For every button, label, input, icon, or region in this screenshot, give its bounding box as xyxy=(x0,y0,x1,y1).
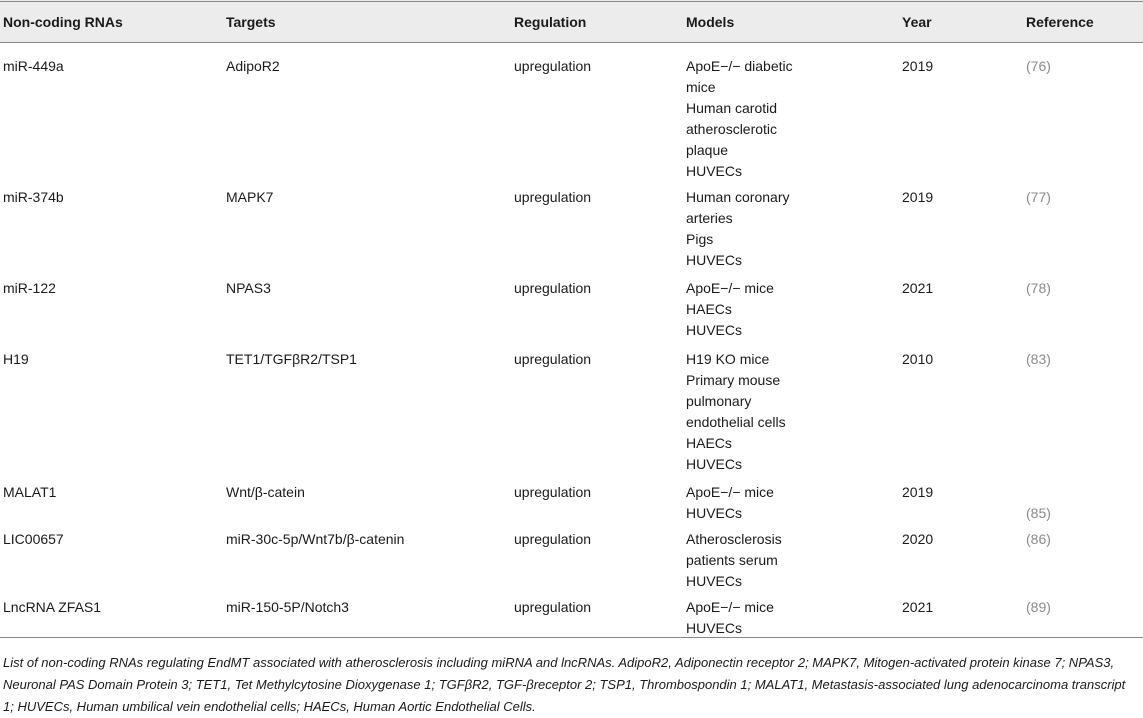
cell-targets: MAPK7 xyxy=(226,189,274,205)
model-line: ApoE−/− mice xyxy=(686,484,774,500)
cell-rna: LIC00657 xyxy=(3,531,64,547)
model-line: HUVECs xyxy=(686,252,743,268)
cell-rna: miR-449a xyxy=(3,58,64,74)
model-line: HUVECs xyxy=(686,620,743,636)
cell-rna: H19 xyxy=(3,351,29,367)
cell-regulation: upregulation xyxy=(514,599,592,615)
cell-rna: miR-374b xyxy=(3,189,64,205)
cell-targets: miR-150-5P/Notch3 xyxy=(226,599,349,615)
model-line: mice xyxy=(686,79,716,95)
cell-targets: NPAS3 xyxy=(226,280,271,296)
model-line: Primary mouse xyxy=(686,372,781,388)
table-header xyxy=(0,0,1143,42)
model-line: atherosclerotic xyxy=(686,121,778,137)
model-line: plaque xyxy=(686,142,729,158)
cell-reference: (78) xyxy=(1026,280,1051,296)
cell-rna: LncRNA ZFAS1 xyxy=(3,599,102,615)
top-rule xyxy=(0,1,1143,2)
cell-models xyxy=(686,349,786,475)
header-models: Models xyxy=(686,14,735,30)
model-line: Pigs xyxy=(686,231,714,247)
model-line: Human coronary xyxy=(686,189,790,205)
cell-regulation: upregulation xyxy=(514,531,592,547)
cell-year: 2019 xyxy=(902,484,934,500)
model-line: patients serum xyxy=(686,552,778,568)
bottom-rule xyxy=(0,637,1143,638)
cell-reference: (86) xyxy=(1026,531,1051,547)
header-targets: Targets xyxy=(226,14,276,30)
cell-targets: Wnt/β-catein xyxy=(226,484,305,500)
cell-year: 2010 xyxy=(902,351,934,367)
model-line: HUVECs xyxy=(686,322,743,338)
cell-regulation: upregulation xyxy=(514,58,592,74)
cell-rna: MALAT1 xyxy=(3,484,57,500)
model-line: ApoE−/− mice xyxy=(686,280,774,296)
model-line: ApoE−/− mice xyxy=(686,599,774,615)
model-line: arteries xyxy=(686,210,733,226)
cell-reference: (83) xyxy=(1026,351,1051,367)
model-line: HUVECs xyxy=(686,505,743,521)
cell-rna: miR-122 xyxy=(3,280,56,296)
model-line: HUVECs xyxy=(686,456,743,472)
model-line: Human carotid xyxy=(686,100,778,116)
model-line: HUVECs xyxy=(686,573,743,589)
header-reference: Reference xyxy=(1026,14,1094,30)
model-line: pulmonary xyxy=(686,393,752,409)
cell-models xyxy=(686,597,774,639)
cell-regulation: upregulation xyxy=(514,351,592,367)
cell-year: 2021 xyxy=(902,280,934,296)
model-line: H19 KO mice xyxy=(686,351,770,367)
model-line: HUVECs xyxy=(686,163,743,179)
table-caption: List of non-coding RNAs regulating EndMT associated with atherosclerosis including miRNA and lncRNAs. AdipoR2, Adiponectin receptor 2; MAPK7, Mitogen-activated protein kinase 7; NPAS3, Neuronal PAS Domain Protein 3; TET1, Tet Methylcytosine Dioxygenase 1; TGFβR2, TGF-βreceptor 2; TSP1, Thrombospondin 1; MALAT1, Metastasis-associated lung adenocarcinoma transcript 1; HUVECs, Human umbilical vein endothelial cells; HAECs, Human Aortic Endothelial Cells. xyxy=(3,655,1126,714)
model-line: endothelial cells xyxy=(686,414,786,430)
cell-regulation: upregulation xyxy=(514,189,592,205)
header-rule xyxy=(0,42,1143,43)
cell-models xyxy=(686,187,790,271)
cell-models xyxy=(686,278,774,341)
cell-models xyxy=(686,482,774,524)
model-line: HAECs xyxy=(686,301,732,317)
cell-regulation: upregulation xyxy=(514,484,592,500)
cell-targets: miR-30c-5p/Wnt7b/β-catenin xyxy=(226,531,405,547)
header-year: Year xyxy=(902,14,932,30)
cell-reference: (76) xyxy=(1026,58,1051,74)
cell-regulation: upregulation xyxy=(514,280,592,296)
cell-year: 2019 xyxy=(902,58,934,74)
model-line: ApoE−/− diabetic xyxy=(686,58,793,74)
model-line: HAECs xyxy=(686,435,732,451)
cell-reference: (85) xyxy=(1026,505,1051,521)
header-regulation: Regulation xyxy=(514,14,587,30)
cell-year: 2020 xyxy=(902,531,934,547)
cell-reference: (89) xyxy=(1026,599,1051,615)
cell-year: 2019 xyxy=(902,189,934,205)
cell-models xyxy=(686,56,793,182)
cell-year: 2021 xyxy=(902,599,934,615)
cell-reference: (77) xyxy=(1026,189,1051,205)
header-non-coding-rnas: Non-coding RNAs xyxy=(3,14,123,30)
cell-models xyxy=(686,529,782,592)
cell-targets: TET1/TGFβR2/TSP1 xyxy=(226,351,357,367)
cell-targets: AdipoR2 xyxy=(226,58,280,74)
model-line: Atherosclerosis xyxy=(686,531,782,547)
